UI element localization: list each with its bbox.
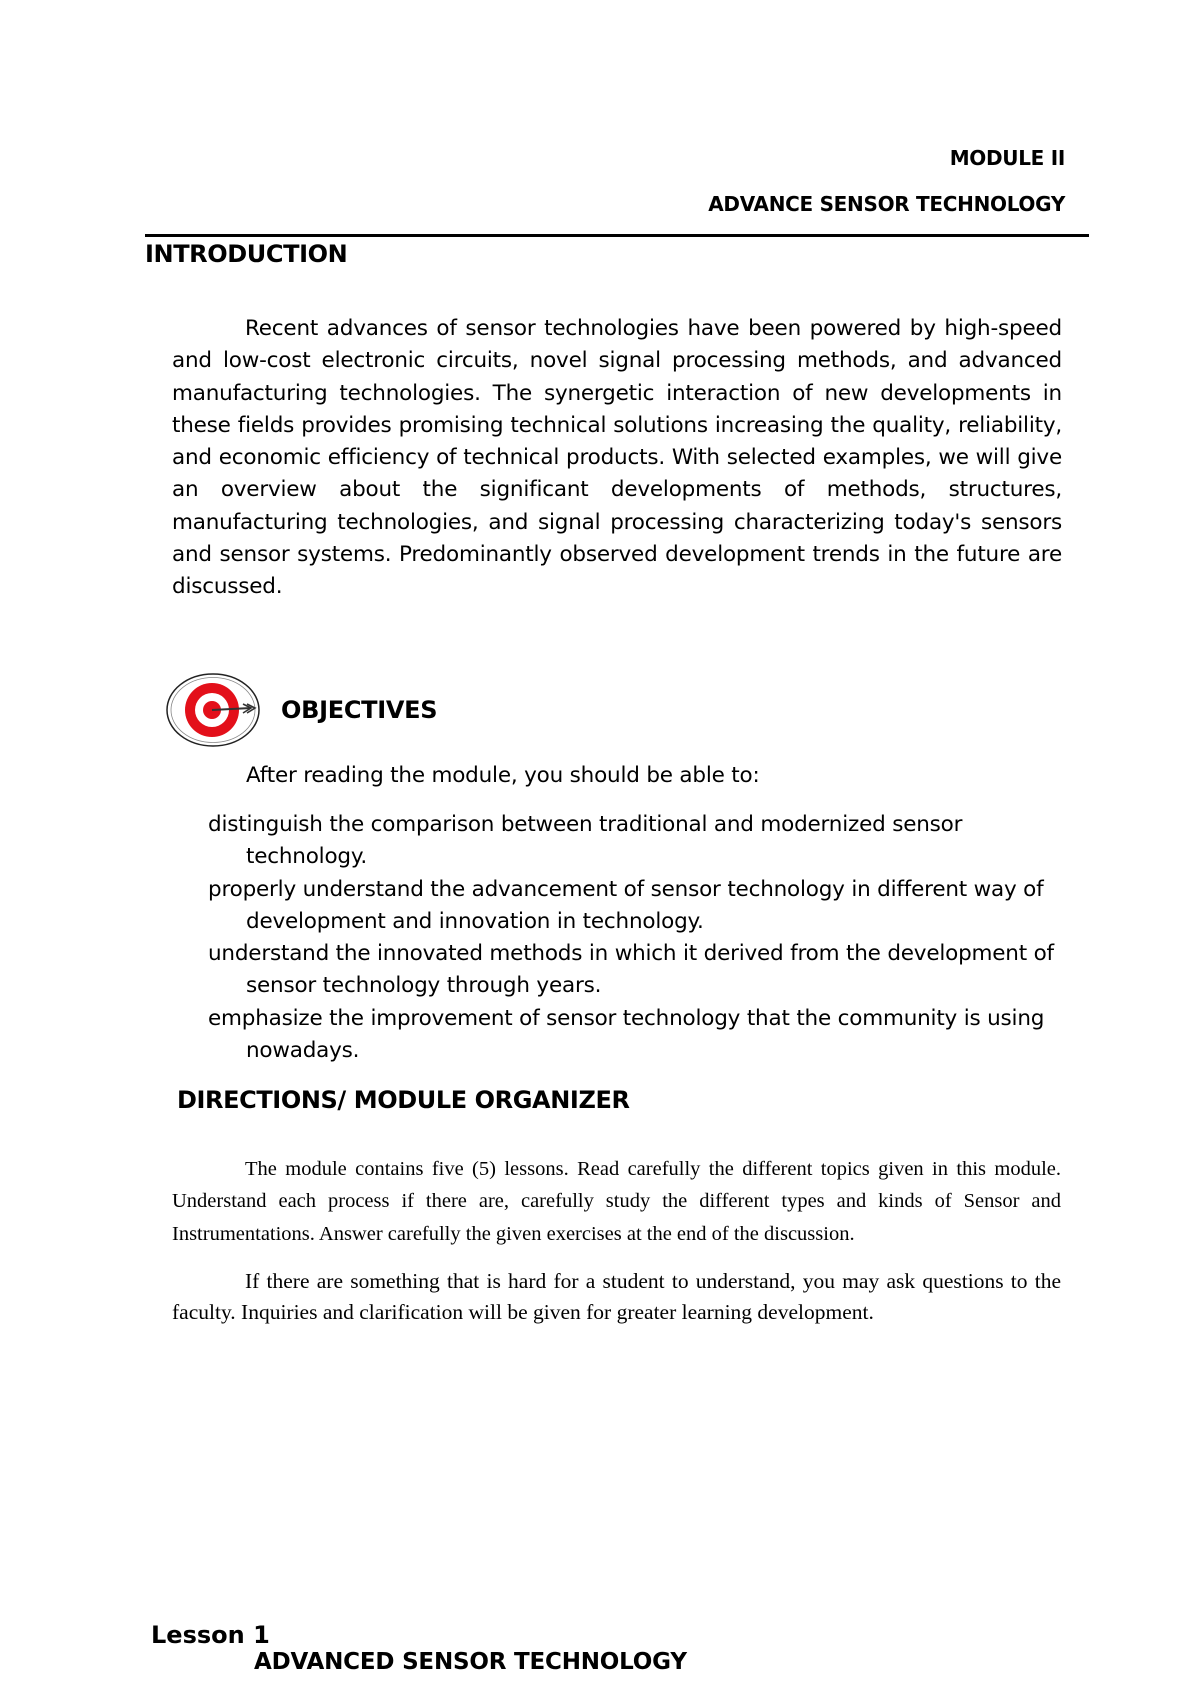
- footer-lesson-title: ADVANCED SENSOR TECHNOLOGY: [254, 1649, 687, 1675]
- introduction-paragraph: Recent advances of sensor technologies have been powered by high-speed and low-cost electronic circuits, novel signal processing methods, and advanced manufacturing technologies. The synergetic interaction of new developments in these fields provides promising technical solutions increasing the quality, reliability, and economic efficiency of technical products. With selected examples, we will give an overview about the significant developments of methods, structures, manufacturing technologies, and signal processing characterizing today's sensors and sensor systems. Predominantly observed development trends in the future are discussed.: [172, 316, 1062, 600]
- objective-item: understand the innovated methods in which it derived from the development of sensor technology through years.: [208, 941, 1054, 999]
- objective-item: properly understand the advancement of sensor technology in different way of development and innovation in technology.: [208, 876, 1044, 934]
- objectives-heading: OBJECTIVES: [281, 696, 438, 724]
- directions-heading: DIRECTIONS/ MODULE ORGANIZER: [177, 1086, 630, 1114]
- objective-item: distinguish the comparison between traditional and modernized sensor technology.: [208, 812, 963, 870]
- objective-item: emphasize the improvement of sensor technology that the community is using nowadays.: [208, 1005, 1045, 1064]
- objectives-list: [208, 809, 1066, 1067]
- module-title: ADVANCE SENSOR TECHNOLOGY: [708, 192, 1065, 216]
- directions-paragraph-1: The module contains five (5) lessons. Read carefully the different topics given in this module. Understand each process if there are, carefully study the different types and kinds of Sensor and Instrumentations. Answer carefully the given exercises at the end of the discussion.: [172, 1158, 1061, 1245]
- target-icon: [165, 671, 263, 749]
- footer-lesson-label: Lesson 1: [151, 1621, 270, 1649]
- objectives-lead: After reading the module, you should be able to:: [246, 763, 760, 788]
- directions-paragraph-2: If there are something that is hard for a student to understand, you may ask questions to the faculty. Inquiries and clarification will be given for greater learning development.: [172, 1269, 1061, 1324]
- introduction-heading: INTRODUCTION: [145, 240, 348, 268]
- module-number: MODULE II: [949, 146, 1065, 170]
- header-divider: [145, 234, 1089, 237]
